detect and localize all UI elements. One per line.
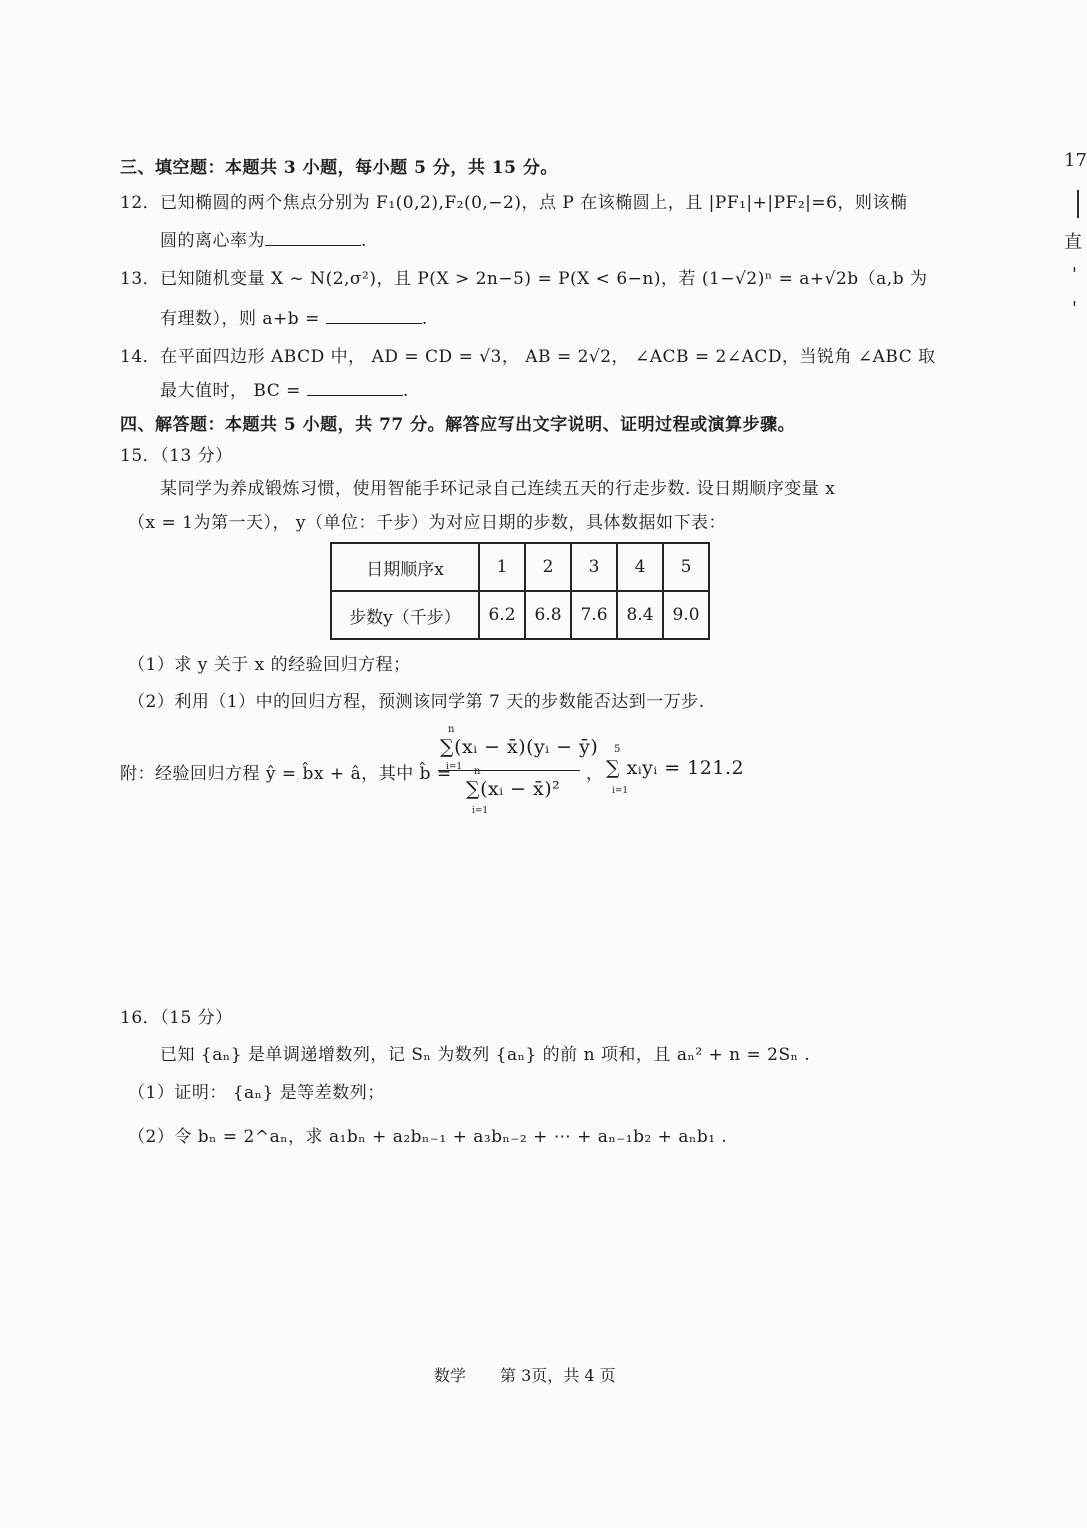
- sum-expression: ∑ xᵢyᵢ = 121.2: [606, 757, 745, 779]
- q13-line2: [160, 304, 428, 329]
- sum-top-label: n: [448, 724, 455, 735]
- q14-line1: 14．在平面四边形 ABCD 中， AD = CD = √3， AB = 2√2， ∠ACB = 2∠ACD，当锐角 ∠ABC 取: [120, 347, 936, 367]
- q16-part2: （2）令 bₙ = 2^aₙ，求 a₁bₙ + a₂bₙ₋₁ + a₃bₙ₋₂ + ⋯ + aₙ₋₁b₂ + aₙb₁ .: [128, 1127, 728, 1147]
- table-cell: 9.0: [663, 591, 709, 639]
- q16-part1: （1）证明： {aₙ} 是等差数列；: [128, 1083, 385, 1103]
- footer-subject: 数学: [434, 1366, 467, 1385]
- table-row-y: [331, 591, 709, 639]
- q12-line2: [160, 226, 367, 251]
- fraction-bar: [438, 770, 580, 771]
- footer-page: 第 3页，共 4 页: [500, 1366, 616, 1385]
- q12-line1: 12．已知椭圆的两个焦点分别为 F₁(0,2),F₂(0,−2)，点 P 在该椭圆上，且 |PF₁|+|PF₂|=6，则该椭: [120, 193, 908, 213]
- q15-desc-line1: 某同学为养成锻炼习惯，使用智能手环记录自己连续五天的行走步数. 设日期顺序变量 x: [160, 479, 836, 499]
- sum-bottom-label: i=1: [446, 762, 463, 772]
- table-cell: 1: [479, 543, 525, 591]
- table-cell: 7.6: [571, 591, 617, 639]
- q15-part2: （2）利用（1）中的回归方程，预测该同学第 7 天的步数能否达到一万步.: [128, 692, 705, 712]
- edge-dot-1: ': [1072, 264, 1077, 285]
- table-cell: 5: [663, 543, 709, 591]
- q15-desc-line2: （x = 1为第一天）， y（单位：千步）为对应日期的步数，具体数据如下表：: [128, 513, 726, 533]
- table-cell: 3: [571, 543, 617, 591]
- q14-line2-end: .: [402, 381, 409, 401]
- q13-line1: 13．已知随机变量 X ~ N(2,σ²)，且 P(X > 2n−5) = P(X < 6−n)，若 (1−√2)ⁿ = a+√2b（a,b 为: [120, 269, 928, 289]
- table-cell: 6.8: [525, 591, 571, 639]
- sum2-top-label: 5: [614, 744, 621, 755]
- q12-line2-end: .: [361, 231, 367, 251]
- q15-data-table: [330, 542, 710, 640]
- edge-text-mid: 直: [1064, 232, 1082, 253]
- table-cell: 4: [617, 543, 663, 591]
- q14-answer-blank[interactable]: [307, 381, 403, 396]
- q15-appendix-prefix: 附：经验回归方程 ŷ = b̂x + â，其中 b̂ =: [120, 764, 452, 784]
- q13-answer-blank[interactable]: [326, 309, 422, 324]
- table-header-x: 日期顺序x: [331, 543, 479, 591]
- table-header-y: 步数y（千步）: [331, 591, 479, 639]
- sum-top-label-2: n: [474, 766, 481, 777]
- q13-line2-end: .: [421, 309, 428, 329]
- q15-part1: （1）求 y 关于 x 的经验回归方程；: [128, 655, 411, 675]
- sum-bottom-label-2: i=1: [472, 806, 489, 816]
- edge-dot-2: ': [1072, 298, 1077, 319]
- q12-line2-text: 圆的离心率为: [160, 231, 265, 251]
- q15-number: 15．（13 分）: [120, 446, 233, 466]
- q14-line2-text: 最大值时， BC =: [160, 381, 301, 401]
- edge-bar: [1077, 190, 1079, 218]
- q14-line2: [160, 376, 409, 401]
- fraction-denominator: ∑(xᵢ − x̄)²: [466, 778, 561, 800]
- section4-header: 四、解答题：本题共 5 小题，共 77 分。解答应写出文字说明、证明过程或演算步骤。: [120, 415, 796, 435]
- q16-number: 16．（15 分）: [120, 1008, 233, 1028]
- q12-answer-blank[interactable]: [265, 231, 361, 246]
- q16-desc: 已知 {aₙ} 是单调递增数列，记 Sₙ 为数列 {aₙ} 的前 n 项和，且 aₙ² + n = 2Sₙ .: [160, 1045, 811, 1065]
- sum2-bottom-label: i=1: [612, 786, 629, 796]
- table-row-x: [331, 543, 709, 591]
- table-cell: 6.2: [479, 591, 525, 639]
- section3-header: 三、填空题：本题共 3 小题，每小题 5 分，共 15 分。: [120, 158, 558, 178]
- table-cell: 2: [525, 543, 571, 591]
- q13-line2-text: 有理数），则 a+b =: [160, 309, 320, 329]
- table-cell: 8.4: [617, 591, 663, 639]
- appendix-separator: ，: [586, 764, 604, 784]
- edge-text-top: 17: [1064, 150, 1087, 171]
- fraction-numerator: ∑(xᵢ − x̄)(yᵢ − ȳ): [440, 736, 599, 758]
